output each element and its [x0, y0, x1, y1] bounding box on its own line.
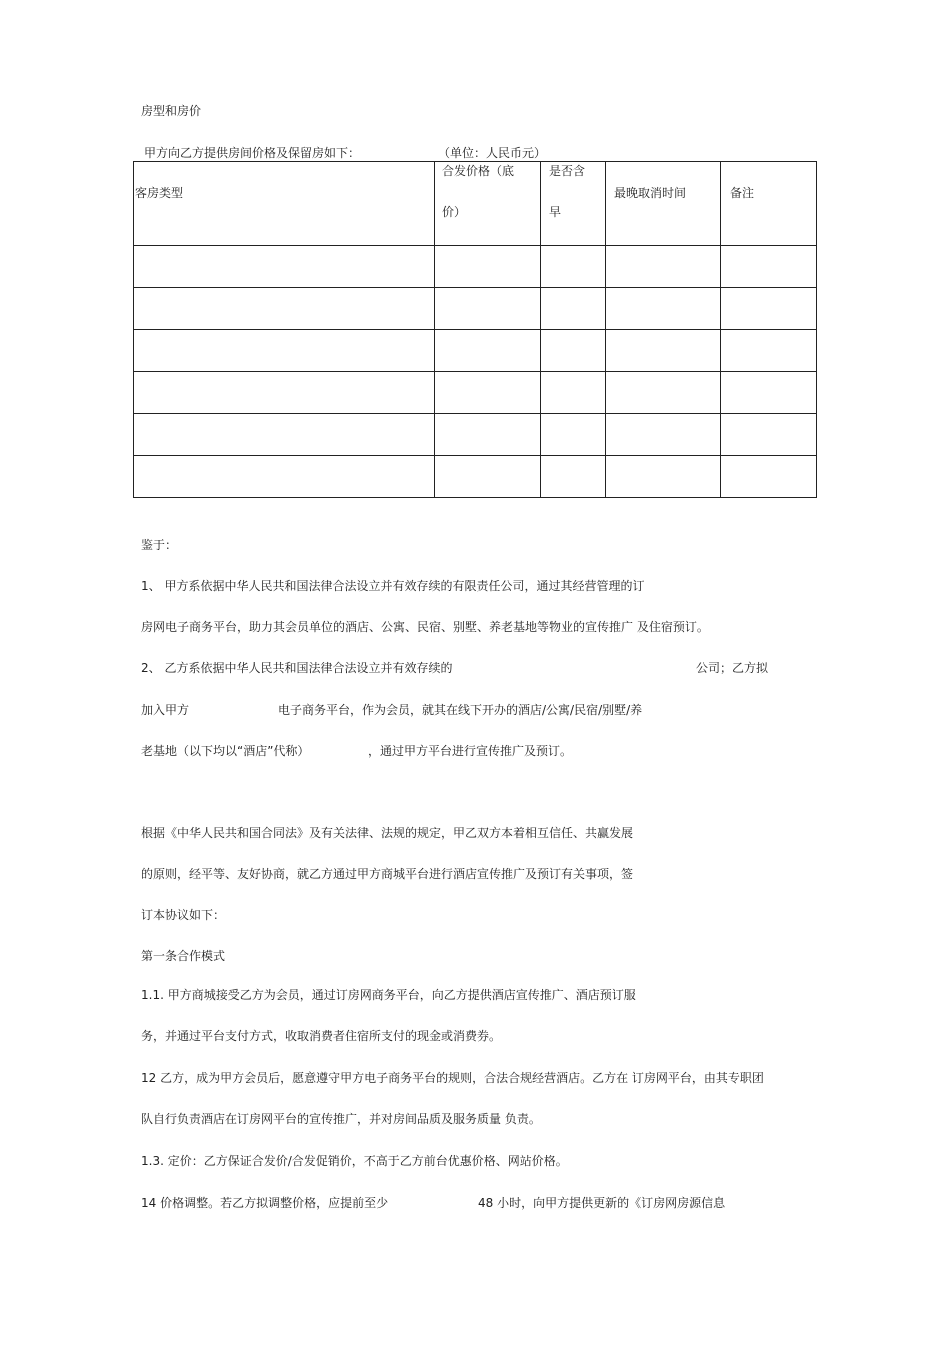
- cell-room-type: [134, 246, 435, 288]
- basis-line-1: 根据《中华人民共和国合同法》及有关法律、法规的规定，甲乙双方本着相互信任、共赢发展: [141, 826, 634, 840]
- clause-2-line-3b: ，通过甲方平台进行宣传推广及预订。: [368, 744, 573, 758]
- cell-remark: [721, 456, 817, 498]
- cell-room-type: [134, 414, 435, 456]
- room-price-table: [133, 161, 817, 498]
- cell-cancel-time: [606, 456, 721, 498]
- cell-room-type: [134, 288, 435, 330]
- cell-cancel-time: [606, 246, 721, 288]
- table-row: [134, 456, 817, 498]
- cell-remark: [721, 330, 817, 372]
- cell-price: [435, 372, 541, 414]
- basis-line-3: 订本协议如下：: [141, 908, 226, 922]
- article-1-3-line-1: 1.3. 定价：乙方保证合发价/合发促销价，不高于乙方前台优惠价格、网站价格。: [141, 1154, 568, 1168]
- table-row: [134, 246, 817, 288]
- header-price-label-line2: 价）: [442, 205, 467, 219]
- header-room-type: [134, 162, 435, 246]
- intro-line: 甲方向乙方提供房间价格及保留房如下：: [144, 146, 361, 160]
- cell-room-type: [134, 456, 435, 498]
- cell-price: [435, 288, 541, 330]
- table-header-row: [134, 162, 817, 246]
- header-cancel-time-label: 最晚取消时间: [614, 186, 687, 200]
- cell-breakfast: [541, 456, 606, 498]
- cell-breakfast: [541, 414, 606, 456]
- cell-room-type: [134, 372, 435, 414]
- cell-breakfast: [541, 246, 606, 288]
- cell-cancel-time: [606, 414, 721, 456]
- cell-breakfast: [541, 288, 606, 330]
- header-remark-label: 备注: [730, 186, 755, 200]
- cell-breakfast: [541, 372, 606, 414]
- header-price-label-line1: 合发价格（底: [442, 164, 515, 178]
- article-1-4-line-1b: 48 小时，向甲方提供更新的《订房网房源信息: [478, 1196, 726, 1210]
- header-breakfast-label-line1: 是否含: [549, 164, 586, 178]
- clause-2-line-3a: 老基地（以下均以“酒店”代称）: [141, 744, 310, 758]
- clause-2-line-1a: 2、 乙方系依据中华人民共和国法律合法设立并有效存续的: [141, 661, 453, 675]
- article-1-2-line-1: 12 乙方，成为甲方会员后，愿意遵守甲方电子商务平台的规则，合法合规经营酒店。乙方在 订房网平台，由其专职团: [141, 1071, 764, 1085]
- unit-note: （单位：人民币元）: [438, 146, 547, 160]
- header-breakfast: [541, 162, 606, 246]
- whereas-heading: 鉴于：: [141, 538, 178, 552]
- cell-room-type: [134, 330, 435, 372]
- article-1-1-line-1: 1.1. 甲方商城接受乙方为会员，通过订房网商务平台，向乙方提供酒店宣传推广、酒店预订服: [141, 988, 636, 1002]
- header-breakfast-label-line2: 早: [549, 205, 562, 219]
- cell-price: [435, 456, 541, 498]
- cell-price: [435, 414, 541, 456]
- header-room-type-label: 客房类型: [135, 186, 184, 200]
- header-price: [435, 162, 541, 246]
- clause-1-line-1: 1、 甲方系依据中华人民共和国法律合法设立并有效存续的有限责任公司，通过其经营管理的订: [141, 579, 645, 593]
- article-1-title: 第一条合作模式: [141, 949, 226, 963]
- section-title: 房型和房价: [141, 104, 202, 118]
- header-cancel-time: [606, 162, 721, 246]
- cell-cancel-time: [606, 372, 721, 414]
- table-row: [134, 414, 817, 456]
- table-row: [134, 330, 817, 372]
- cell-price: [435, 330, 541, 372]
- cell-cancel-time: [606, 288, 721, 330]
- cell-remark: [721, 414, 817, 456]
- article-1-4-line-1a: 14 价格调整。若乙方拟调整价格，应提前至少: [141, 1196, 389, 1210]
- cell-remark: [721, 288, 817, 330]
- clause-2-line-1b: 公司；乙方拟: [696, 661, 769, 675]
- clause-2-line-2a: 加入甲方: [141, 703, 190, 717]
- cell-cancel-time: [606, 330, 721, 372]
- basis-line-2: 的原则，经平等、友好协商，就乙方通过甲方商城平台进行酒店宣传推广及预订有关事项，签: [141, 867, 634, 881]
- header-remark: [721, 162, 817, 246]
- cell-remark: [721, 372, 817, 414]
- table-row: [134, 372, 817, 414]
- article-1-2-line-2: 队自行负责酒店在订房网平台的宣传推广，并对房间品质及服务质量 负责。: [141, 1112, 541, 1126]
- clause-2-line-2b: 电子商务平台，作为会员，就其在线下开办的酒店/公寓/民宿/别墅/养: [278, 703, 643, 717]
- table-row: [134, 288, 817, 330]
- cell-price: [435, 246, 541, 288]
- cell-breakfast: [541, 330, 606, 372]
- cell-remark: [721, 246, 817, 288]
- clause-1-line-2: 房网电子商务平台，助力其会员单位的酒店、公寓、民宿、别墅、养老基地等物业的宣传推广 及住宿预订。: [141, 620, 709, 634]
- article-1-1-line-2: 务，并通过平台支付方式，收取消费者住宿所支付的现金或消费券。: [141, 1029, 502, 1043]
